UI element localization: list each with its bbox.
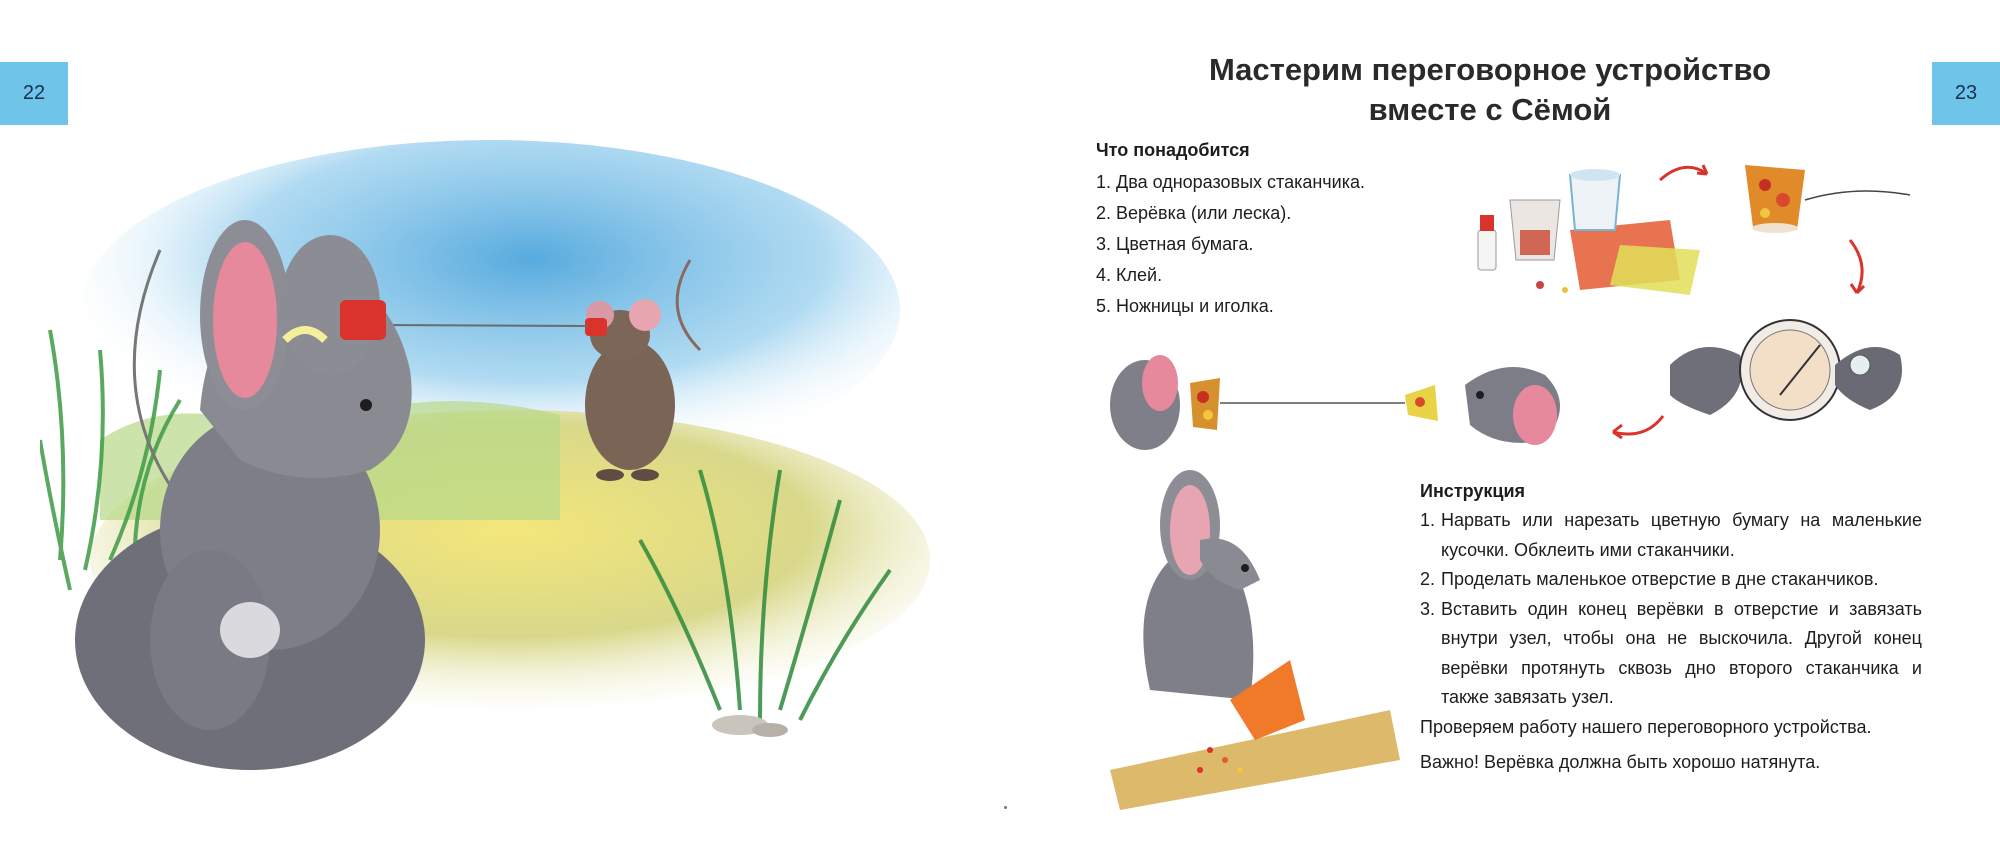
phone-in-use-illustration	[1105, 345, 1585, 465]
arrow-left-icon	[1605, 410, 1670, 440]
materials-list	[1096, 167, 1426, 322]
materials-item: 4. Клей.	[1096, 265, 1163, 285]
decorated-cup-illustration	[1735, 155, 1915, 245]
instructions-section	[1420, 476, 1922, 778]
step-text: Вставить один конец верёвки в отверстие и завязать внутри узел, чтобы она не выскочила. Другой конец верёвки протянуть сквозь дно второго стаканчика и также завязать узел.	[1441, 598, 1922, 707]
arrow-down-icon	[1835, 235, 1875, 300]
step-text: Нарвать или нарезать цветную бумагу на маленькие кусочки. Обклеить ими стаканчики.	[1441, 510, 1922, 560]
step-number: 3.	[1420, 598, 1436, 619]
materials-heading: Что понадобится	[1096, 140, 1250, 160]
mice-phone-illustration	[40, 140, 950, 780]
instruction-step	[1420, 565, 1922, 595]
instructions-heading: Инструкция	[1420, 481, 1526, 501]
materials-section	[1096, 140, 1426, 322]
step-number: 1.	[1420, 510, 1436, 530]
materials-item: 2. Верёвка (или леска).	[1096, 203, 1292, 223]
check-note: Проверяем работу нашего переговорного устройства.	[1420, 716, 1872, 737]
instruction-step	[1420, 506, 1922, 565]
arrow-right-icon	[1655, 158, 1715, 188]
step-number: 2.	[1420, 569, 1436, 589]
step-text: Проделать маленькое отверстие в дне стаканчиков.	[1441, 569, 1879, 589]
page-seam-mark	[1004, 806, 1007, 809]
page-number-right: 23	[1932, 62, 2000, 125]
instructions-list	[1420, 506, 1922, 713]
instruction-step	[1420, 595, 1922, 713]
page-title	[1110, 50, 1870, 130]
mouse-cutting-paper-illustration	[1090, 470, 1400, 810]
materials-item: 3. Цветная бумага.	[1096, 234, 1254, 254]
materials-item: 5. Ножницы и иголка.	[1096, 296, 1274, 316]
title-line-1: Мастерим переговорное устройство	[1208, 52, 1772, 87]
threading-illustration	[1670, 305, 1920, 435]
page-number-left: 22	[0, 62, 68, 125]
title-line-2: вместе с Сёмой	[1368, 92, 1612, 127]
important-note: Важно! Верёвка должна быть хорошо натянута.	[1420, 752, 1821, 772]
materials-item: 1. Два одноразовых стаканчика.	[1096, 172, 1366, 192]
